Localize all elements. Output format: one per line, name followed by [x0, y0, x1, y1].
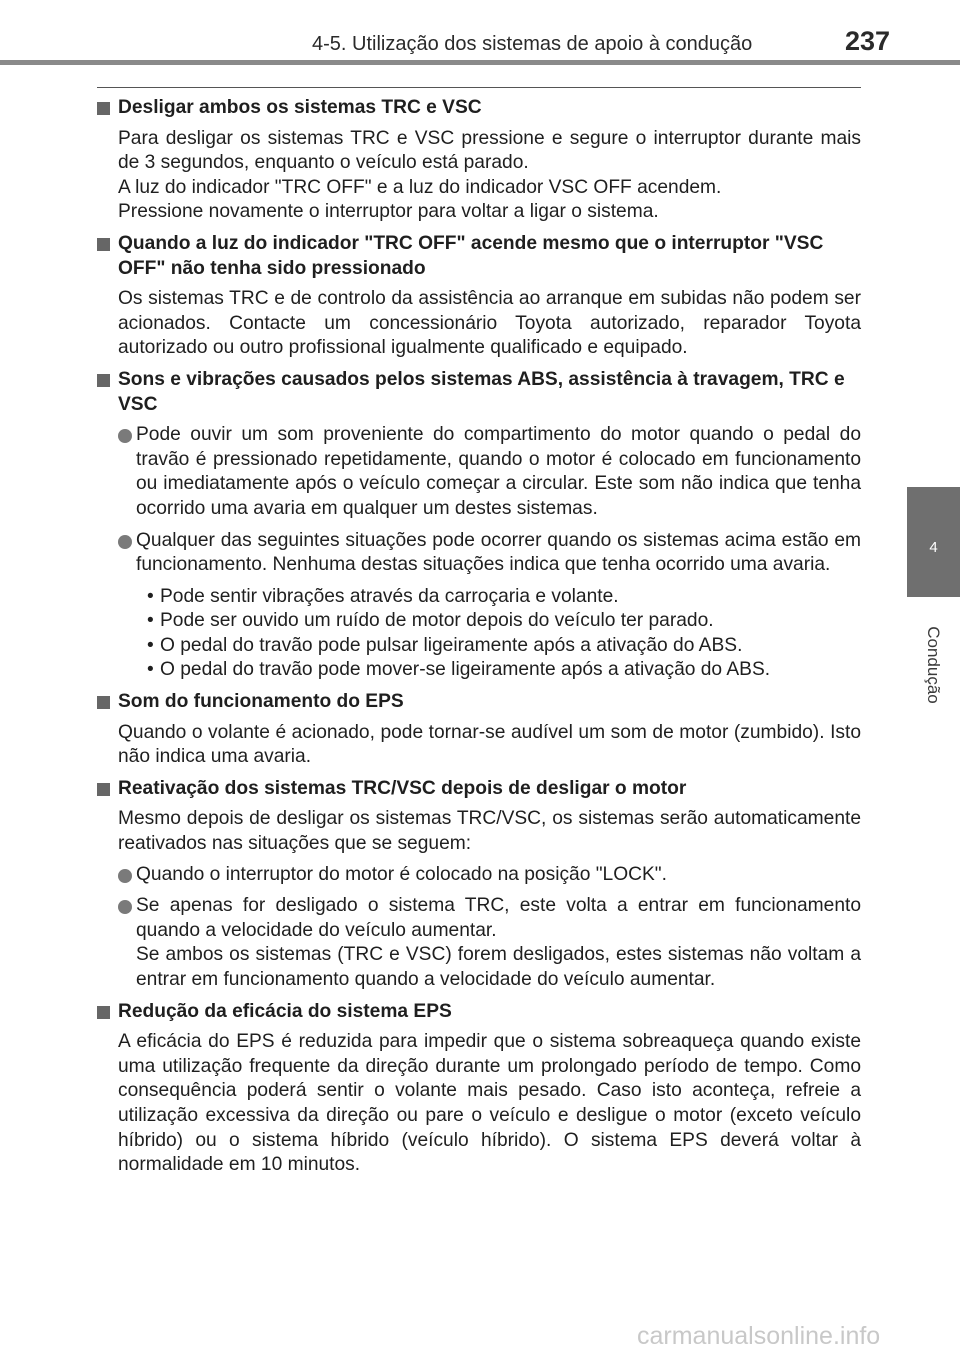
section-heading: [97, 1000, 861, 1025]
side-tab-label: Condução: [924, 626, 943, 704]
bullet-icon: •: [147, 634, 154, 656]
item-text: Se apenas for desligado o sistema TRC, este volta a entrar em funcionamento quando a velocidade do veículo aumentar.: [136, 895, 861, 941]
square-bullet-icon: [97, 1006, 110, 1019]
bullet-icon: •: [147, 659, 154, 681]
paragraph: Quando o volante é acionado, pode tornar-se audível um som de motor (zumbido). Isto não indica uma avaria.: [118, 721, 861, 768]
section-heading: [97, 690, 861, 715]
list-item: [118, 529, 861, 578]
sub-list-item: [147, 658, 861, 683]
list-item: [118, 423, 861, 521]
sub-item-text: Pode sentir vibrações através da carroçaria e volante.: [160, 585, 619, 607]
heading-text: Quando a luz do indicador "TRC OFF" acende mesmo que o interruptor "VSC OFF" não tenha sido pressionado: [118, 232, 824, 279]
square-bullet-icon: [97, 696, 110, 709]
heading-text: Redução da eficácia do sistema EPS: [118, 1000, 452, 1022]
sub-list-item: [147, 609, 861, 634]
section-heading: [97, 777, 861, 802]
section-heading: [97, 232, 861, 281]
content-top-rule: [97, 87, 861, 88]
section-sounds-vibrations: [97, 368, 861, 683]
section-heading: [97, 368, 861, 417]
section-reactivation: [97, 777, 861, 993]
sub-item-text: Pode ser ouvido um ruído de motor depois do veículo ter parado.: [160, 610, 714, 632]
section-disable-trc-vsc: [97, 96, 861, 225]
sub-list-item: [147, 585, 861, 610]
square-bullet-icon: [97, 374, 110, 387]
bullet-icon: •: [147, 585, 154, 607]
heading-text: Desligar ambos os sistemas TRC e VSC: [118, 97, 482, 118]
paragraph: Para desligar os sistemas TRC e VSC pressione e segure o interruptor durante mais de 3 segundos, enquanto o veículo está parado.: [118, 127, 861, 174]
section-trc-off-indicator: [97, 232, 861, 361]
item-text: Se ambos os sistemas (TRC e VSC) forem desligados, estes sistemas não voltam a entrar em funcionamento quando a velocidade do veículo aumentar.: [136, 944, 861, 990]
paragraph: A eficácia do EPS é reduzida para impedir que o sistema sobreaqueça quando existe uma utilização frequente da direção durante um prolongado período de tempo. Como consequência poderá sentir o volante mais pesado. Caso isto aconteça, refreie a utilização excessiva da direção ou pare o veículo e desligue o motor (exceto veículo híbrido) ou o sistema híbrido (veículo híbrido). O sistema EPS deverá voltar à normalidade em 10 minutos.: [118, 1031, 861, 1176]
item-text: Pode ouvir um som proveniente do compartimento do motor quando o pedal do travão é pressionado repetidamente, quando o motor é colocado em funcionamento ou imediatamente após o veículo começar a circular. Este som não indica que tenha ocorrido uma avaria em qualquer um destes sistemas.: [136, 424, 861, 519]
list-item: [118, 863, 861, 888]
page-number: 237: [845, 26, 891, 56]
chapter-side-tab: [907, 487, 960, 597]
chapter-title: 4-5. Utilização dos sistemas de apoio à condução: [312, 33, 753, 55]
circle-bullet-icon: [118, 869, 132, 883]
page-content: [97, 96, 861, 1185]
bullet-icon: •: [147, 610, 154, 632]
watermark: carmanualsonline.info: [637, 1322, 881, 1350]
sub-item-text: O pedal do travão pode pulsar ligeiramente após a ativação do ABS.: [160, 634, 743, 656]
square-bullet-icon: [97, 238, 110, 251]
sub-list: [97, 585, 861, 683]
sub-list-item: [147, 634, 861, 659]
heading-text: Sons e vibrações causados pelos sistemas ABS, assistência à travagem, TRC e VSC: [118, 368, 845, 415]
circle-bullet-icon: [118, 535, 132, 549]
side-tab-number: 4: [929, 539, 938, 556]
heading-text: Reativação dos sistemas TRC/VSC depois de desligar o motor: [118, 777, 687, 799]
paragraph: Os sistemas TRC e de controlo da assistência ao arranque em subidas não podem ser acionados. Contacte um concessionário Toyota autorizado, reparador Toyota autorizado ou outro profissional igualmente qualificado e equipado.: [118, 288, 861, 359]
square-bullet-icon: [97, 783, 110, 796]
header-rule: [0, 60, 960, 65]
item-text: Qualquer das seguintes situações pode ocorrer quando os sistemas acima estão em funcionamento. Nenhuma destas situações indica que tenha ocorrido uma avaria.: [136, 529, 861, 576]
circle-bullet-icon: [118, 900, 132, 914]
section-eps-sound: [97, 690, 861, 770]
heading-text: Som do funcionamento do EPS: [118, 691, 404, 713]
item-text: Quando o interruptor do motor é colocado na posição "LOCK".: [136, 863, 667, 885]
paragraph: A luz do indicador "TRC OFF" e a luz do indicador VSC OFF acendem.: [118, 176, 722, 198]
page-header: [0, 0, 960, 70]
circle-bullet-icon: [118, 429, 132, 443]
section-heading: [97, 96, 861, 121]
sub-item-text: O pedal do travão pode mover-se ligeiramente após a ativação do ABS.: [160, 659, 771, 681]
paragraph: Pressione novamente o interruptor para voltar a ligar o sistema.: [118, 201, 659, 223]
section-eps-reduction: [97, 1000, 861, 1178]
paragraph: Mesmo depois de desligar os sistemas TRC/VSC, os sistemas serão automaticamente reativados nas situações que se seguem:: [118, 808, 861, 855]
list-item: [118, 894, 861, 992]
square-bullet-icon: [97, 102, 110, 115]
